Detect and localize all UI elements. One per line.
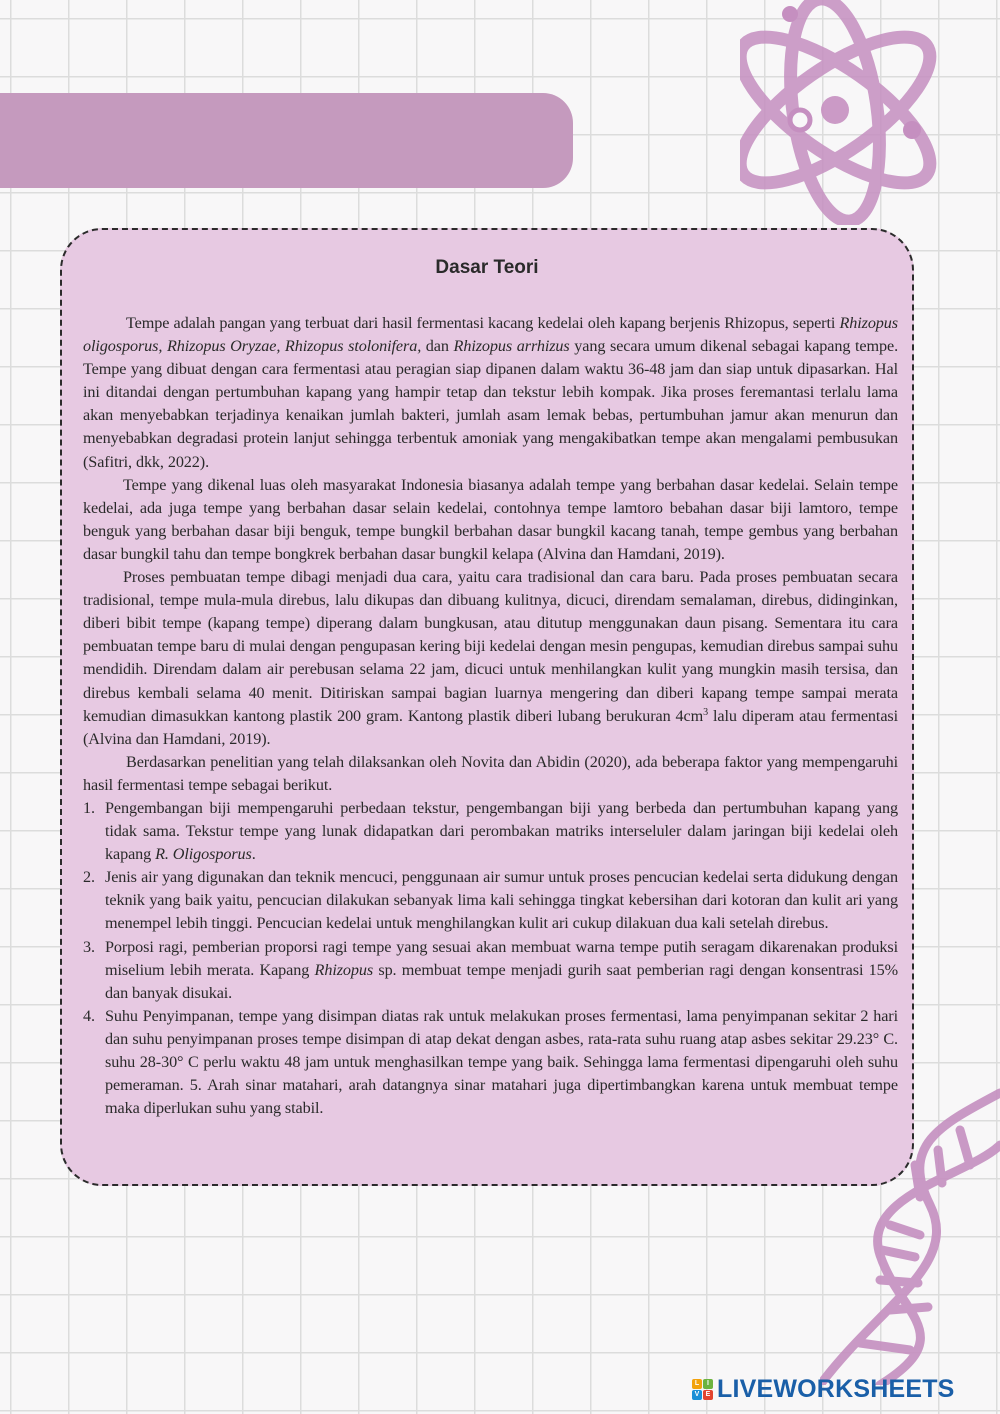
paragraph-1 xyxy=(83,312,898,474)
paragraph-2: Tempe yang dikenal luas oleh masyarakat Indonesia biasanya adalah tempe yang berbahan dasar kedelai. Selain tempe kedelai, ada juga tempe yang berbahan dasar selain kedelai, contohnya tempe lamtoro bebahan dasar biji lamtoro, tempe benguk yang berbahan dasar biji benguk, tempe bungkil berbahan dasar bungkil kacang tanah, tempe gembus yang berbahan dasar bungkil tahu dan tempe bongkrek berbahan dasar bungkil kelapa (Alvina dan Hamdani, 2019). xyxy=(83,475,898,563)
paragraph-3-text-b: lalu diperam atau fermentasi (Alvina dan Hamdani, 2019). xyxy=(83,706,899,748)
liveworksheets-logo[interactable] xyxy=(692,1374,955,1404)
paragraph-4: Berdasarkan penelitian yang telah dilaksankan oleh Novita dan Abidin (2020), ada beberapa faktor yang mempengaruhi hasil fermentasi tempe sebagai berikut. xyxy=(83,752,898,794)
logo-mark-letter: L xyxy=(692,1379,702,1389)
card-title: Dasar Teori xyxy=(435,257,539,278)
theory-card xyxy=(60,228,914,1186)
logo-mark-icon xyxy=(692,1379,713,1400)
header-tab-bar xyxy=(0,93,573,188)
list-number: 1. xyxy=(83,798,95,817)
list-number: 2. xyxy=(83,868,95,887)
list-item-text: Jenis air yang digunakan dan teknik mencuci, penggunaan air sumur untuk proses pencucian kedelai serta didukung dengan teknik yang baik yaitu, pencucian dilakukan sebanyak lima kali sehingga tingkat kebersihan dari kotoran dan kulit ari yang menempel lebih tinggi. Pencucian kedelai untuk menghilangkan kulit ari cukup dilakuan dua kali setelah direbus. xyxy=(105,868,898,933)
logo-text: LIVEWORKSHEETS xyxy=(717,1374,955,1403)
logo-mark-letter: E xyxy=(703,1390,713,1400)
list-item-species: R. Oligosporus xyxy=(155,845,252,864)
card-body xyxy=(83,312,898,1120)
list-item-text: Pengembangan biji mempengaruhi perbedaan tekstur, pengembangan biji yang berbeda dan pertumbuhan kapang yang tidak sama. Tekstur tempe yang lunak didapatkan dari perombakan matriks interseluler dalam jaringan biji kedelai oleh kapang xyxy=(105,798,898,864)
paragraph-1-text-b: dan xyxy=(421,337,454,356)
paragraph-1-species-b: Rhizopus arrhizus xyxy=(453,337,570,356)
list-item xyxy=(83,797,898,866)
paragraph-1-text-a: Tempe adalah pangan yang terbuat dari hasil fermentasi kacang kedelai oleh kapang berjenis Rhizopus, seperti xyxy=(126,314,840,332)
paragraph-3-text-a: Proses pembuatan tempe dibagi menjadi dua cara, yaitu cara tradisional dan cara baru. Pada proses pembuatan secara tradisional, tempe mula-mula direbus, lalu dikupas dan dibuang kulitnya, dicuci, direndam semalaman, direbus, didinginkan, diberi bibit tempe (kapang tempe) diperang dalam bungkusan, atau ditutup menggunakan daun pisang. Sementara itu cara pembuatan tempe baru di mulai dengan pengupasan kering biji kedelai dengan mesin pengupas, kemudian direbus sampai suhu mendidih. Direndam dalam air perebusan selama 22 jam, dicuci untuk menhilangkan kulit yang mungkin masih tersisa, dan direbus kembali selama 40 menit. Ditiriskan sampai bagian luarnya mengering dan diberi kapang tempe sampai merata kemudian dimasukkan kantong plastik 200 gram. Kantong plastik diberi lubang berukuran 4cm xyxy=(83,568,898,725)
list-number: 3. xyxy=(83,937,95,956)
list-item xyxy=(83,936,898,1005)
logo-mark-letter: V xyxy=(692,1390,702,1400)
list-item-species: Rhizopus xyxy=(314,960,374,979)
list-number: 4. xyxy=(83,1006,95,1025)
atom-icon xyxy=(740,0,1000,225)
list-item-text-end: . xyxy=(251,845,256,864)
superscript: 3 xyxy=(703,706,709,718)
paragraph-1-species-a: Rhizopus oligosporus, Rhizopus Oryzae, Rhizopus stolonifera, xyxy=(83,314,898,356)
logo-mark-letter: I xyxy=(703,1379,713,1389)
list-item-text: Suhu Penyimpanan, tempe yang disimpan diatas rak untuk melakukan proses fermentasi, lama penyimpanan sekitar 2 hari dan suhu penyimpanan proses tempe disimpan di atap dekat dengan asbes, rata-rata suhu ruang atap asbes sekitar 29.23° C. suhu 28-30° C perlu waktu 48 jam untuk menghasilkan tempe yang baik. Sehingga lama fermentasi dipengaruhi oleh suhu pemeraman. 5. Arah sinar matahari, arah datangnya sinar matahari juga dipertimbangkan karena untuk membuat tempe maka diperlukan suhu yang stabil. xyxy=(105,1006,898,1118)
factor-list xyxy=(83,797,898,1120)
list-item-text-end: sp. membuat tempe menjadi gurih saat pemberian ragi dengan konsentrasi 15% dan banyak disukai. xyxy=(105,960,898,1002)
list-item-text: Porposi ragi, pemberian proporsi ragi tempe yang sesuai akan membuat warna tempe putih seragam dikarenakan produksi miselium lebih merata. Kapang xyxy=(105,937,898,979)
list-item xyxy=(83,866,898,935)
paragraph-1-text-c: yang secara umum dikenal sebagai kapang tempe. Tempe yang dibuat dengan cara fermentasi atau peragian siap dipanen dalam waktu 36-48 jam dan siap untuk dipasarkan. Hal ini ditandai dengan pertumbuhan kapang yang hampir tetap dan tekstur lebih kompak. Jika proses feremantasi terlalu lama akan menyebabkan terjadinya kenaikan jumlah bakteri, jumlah asam lemak bebas, pertumbuhan jamur akan menurun dan menyebabkan degradasi protein lanjut sehingga terbentuk amoniak yang mengakibatkan tempe akan mengalami pembusukan (Safitri, dkk, 2022). xyxy=(83,337,899,471)
paragraph-3 xyxy=(83,566,898,751)
list-item xyxy=(83,1005,898,1120)
